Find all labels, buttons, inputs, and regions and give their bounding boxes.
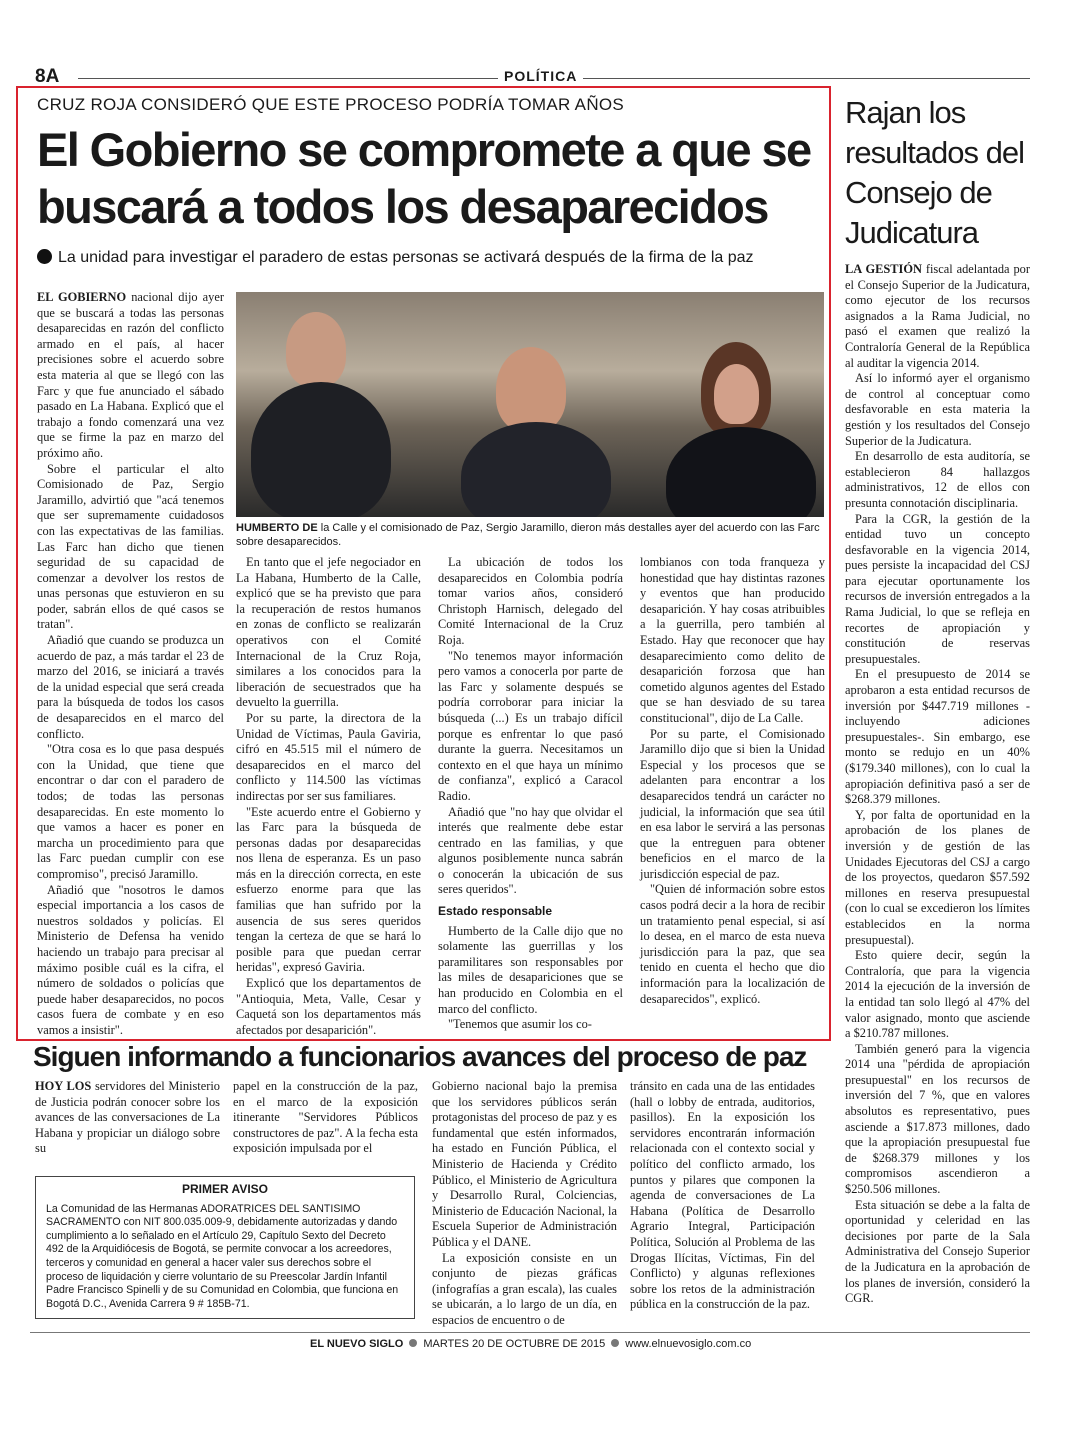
second-column-3 xyxy=(432,1079,617,1329)
footer-url[interactable]: www.elnuevosiglo.com.co xyxy=(625,1338,752,1350)
person-right-suit xyxy=(666,427,816,517)
paragraph: tránsito en cada una de las entidades (hall o lobby de entrada, auditorios, pasillos). En la exposición los servidores encontrarán información relacionada con el contexto social y político del conflicto armado, los puntos y pilares que componen la agenda de conversaciones de La Habana (Política de Desarrollo Agrario Integral, Participación Política, Solución al Problema de las Drogas Ilícitas, Víctimas, Fin del Conflicto) y algunas reflexiones sobre los retos de la administración pública en la construcción de la paz. xyxy=(630,1079,815,1312)
paragraph: Esta situación se debe a la falta de oportunidad y celeridad en las decisiones por parte de la Sala Administrativa del Consejo Superior de la Judicatura en la aprobación de los planes de inversión, consideró la CGR. xyxy=(845,1197,1030,1306)
caption-lead: HUMBERTO DE xyxy=(236,522,318,534)
paragraph: Por su parte, el Comisionado Jaramillo dijo que si bien la Unidad Especial y los procesos que se adelanten para encontrar a los desaparecidos tendrá un carácter no judicial, la información que sea útil en esa labor le servirá a las personas que la entreguen para obtener beneficios en el marco de la jurisdicción especial de paz. xyxy=(640,726,825,881)
lead-in: HOY LOS xyxy=(35,1079,92,1093)
paragraph: papel en la construcción de la paz, en el marco de la exposición itinerante "Servidores Públicos constructores de paz". A la fecha esta exposición impulsada por el xyxy=(233,1079,418,1156)
paragraph-text: fiscal adelantada por el Consejo Superior de la Judicatura, como ejecutor de los recursos asignados a la Rama Judicial, no pasó el examen que realizó la Contraloría General de la República al auditar la vigencia 2014. xyxy=(845,262,1030,370)
paragraph: "Otra cosa es lo que pasa después con la Unidad, que tiene que encontrar o dar con el paradero de todos; de todas las personas desaparecidas. En este momento lo que vamos a hacer es poner en marcha un procedimiento para que las Farc puedan cumplir con ese compromiso", precisó Jaramillo. xyxy=(37,742,224,881)
page-number: 8A xyxy=(35,66,60,87)
lead-in: EL GOBIERNO xyxy=(37,290,127,304)
lead-in: LA GESTIÓN xyxy=(845,262,922,276)
paragraph: Esto quiere decir, según la Contraloría, que para la vigencia 2014 la ejecución de la inversión de la entidad tan solo llegó al 47% del valor asignado, monto que asciende a $210.787 millones. xyxy=(845,948,1030,1041)
second-column-2 xyxy=(233,1079,418,1157)
article-column-3 xyxy=(438,555,623,1033)
paragraph: Humberto de la Calle dijo que no solamente las guerrillas y los paramilitares son responsables por las miles de desapariciones que se han producido en Colombia en el marco del conflicto. xyxy=(438,923,623,1016)
second-column-4 xyxy=(630,1079,815,1313)
second-column-1 xyxy=(35,1079,220,1157)
paragraph xyxy=(845,262,1030,371)
paragraph: Por su parte, la directora de la Unidad de Víctimas, Paula Gaviria, cifró en 45.515 mil el número de desaparecidos en el marco del conflicto y 114.500 las víctimas indirectas por ser sus familiares. xyxy=(236,710,421,803)
paragraph: "No tenemos mayor información pero vamos a conocerla por parte de las Farc y solamente después se podría corroborar para iniciar la búsqueda (...) Es un trabajo difícil porque es enfrentar lo que pasó durante la guerra. Necesitamos un contexto en el que haya un mínimo de confianza", explicó a Caracol Radio. xyxy=(438,648,623,803)
paragraph xyxy=(37,290,224,462)
caption-text: la Calle y el comisionado de Paz, Sergio Jaramillo, dieron más destalles ayer del acuerdo con las Farc sobre desaparecidos. xyxy=(236,522,820,548)
paragraph: Añadió que "no hay que olvidar el interés que realmente debe estar centrado en las familias, y que algunos posiblemente nunca sabrán o conocerán la ubicación de sus seres queridos". xyxy=(438,804,623,897)
person-center-face xyxy=(496,347,566,432)
second-headline: Siguen informando a funcionarios avances del proceso de paz xyxy=(33,1041,807,1072)
article-deck xyxy=(37,249,837,267)
sidebar-column xyxy=(845,262,1030,1307)
paragraph: Añadió que "nosotros le damos especial importancia a los casos de nuestros soldados y policías. El Ministerio de Defensa ha venido haciendo un trabajo para precisar al máximo posible cuál es la cifra, el número de soldados o policías que puede haber desaparecidos, no pocos casos fuera de combate y en eso vamos a insistir". xyxy=(37,882,224,1037)
person-center-suit xyxy=(461,422,611,517)
paragraph: En tanto que el jefe negociador en La Habana, Humberto de la Calle, explicó que se ha previsto que para la recuperación de restos humanos en zonas de conflicto se realizarán operativos con el Comité Internacional de la Cruz Roja, similares a los conocidos para la liberación de secuestrados que ha devuelto la guerrilla. xyxy=(236,555,421,710)
paragraph: "Este acuerdo entre el Gobierno y las Farc para la búsqueda de personas dadas por desaparecidas nos llena de esperanza. Es un paso más en la dirección correcta, en este esfuerzo enorme para que las familias que han sufrido por la ausencia de sus seres queridos tengan la certeza de que se hará lo posible para que puedan cerrar heridas", expresó Gaviria. xyxy=(236,804,421,975)
article-headline: El Gobierno se compromete a que se buscará a todos los desaparecidos xyxy=(37,123,811,233)
notice-title: PRIMER AVISO xyxy=(181,1182,268,1196)
legal-notice-box xyxy=(35,1176,415,1319)
paragraph: Explicó que los departamentos de "Antioquia, Meta, Valle, Cesar y Caquetá son los departamentos más afectados por desaparición". xyxy=(236,976,421,1037)
paragraph: "Tenemos que asumir los co- xyxy=(448,1017,592,1032)
paragraph: Gobierno nacional bajo la premisa que los servidores públicos serán protagonistas del proceso de paz y es fundamental que estén informados, ha estado en Función Pública, el Ministerio de Hacienda y Crédito Público, el Ministerio de Agricultura y Desarrollo Rural, Colciencias, Ministerio de Educación Nacional, la Escuela Superior de Administración Pública y el DANE. xyxy=(432,1079,617,1249)
footer-date: MARTES 20 DE OCTUBRE DE 2015 xyxy=(423,1338,606,1350)
paragraph: Así lo informó ayer el organismo de control al conceptuar como desfavorable en esta materia la gestión y los resultados del Consejo Superior de la Judicatura. xyxy=(845,371,1030,448)
footer-paper: EL NUEVO SIGLO xyxy=(310,1338,404,1350)
person-right-face xyxy=(714,364,759,424)
paragraph: Sobre el particular el alto Comisionado de Paz, Sergio Jaramillo, advirtió que "acá tenemos que ser supremamente cuidadosos con las expectativas de las familias. Las Farc han dicho que tienen seguridad de su capacidad de comenzar a devolver los restos de unas personas que estuvieron en su poder, sabrán ellos de qué casos se tratan". xyxy=(37,461,224,632)
paragraph: Añadió que cuando se produzca un acuerdo de paz, a más tardar el 23 de marzo del 2016, se iniciará a través de la unidad especial que será creada para la búsqueda de todos los casos de desaparecidos en el marco del conflicto. xyxy=(37,633,224,741)
bullet-icon xyxy=(37,249,52,264)
paragraph xyxy=(35,1079,220,1157)
dot-icon xyxy=(409,1339,417,1347)
dot-icon xyxy=(611,1339,619,1347)
paragraph: Para la CGR, la gestión de la entidad tuvo un concepto desfavorable en la vigencia 2014, pues persiste la incapacidad del CSJ para ejecutar oportunamente los recursos de inversión entregados a la Rama Judicial, lo que se refleja en recortes de apropiación y constitución de reservas presupuestales. xyxy=(845,511,1030,666)
paragraph-text: servidores del Ministerio de Justicia podrán conocer sobre los avances de las conversaciones de La Habana y propiciar un diálogo sobre su xyxy=(35,1079,220,1156)
article-column-1 xyxy=(37,290,224,1039)
photo-caption xyxy=(236,521,824,549)
section-label: POLÍTICA xyxy=(498,68,583,84)
subheading: Estado responsable xyxy=(438,904,553,919)
footer-rule xyxy=(30,1332,1030,1333)
sidebar-headline: Rajan los resultados del Consejo de Judicatura xyxy=(845,95,1025,250)
paragraph: La ubicación de todos los desaparecidos en Colombia podría tomar varios años, consideró Christoph Harnisch, delegado del Comité Internacional de la Cruz Roja. xyxy=(438,555,623,647)
person-left-suit xyxy=(251,382,391,517)
paragraph-text: nacional dijo ayer que se buscará a todas las personas desaparecidas en razón del conflicto armado en el país, al hacer precisiones sobre el acuerdo sobre esta materia al que se llegó con las Farc y que fue anunciado el sábado pasado en La Habana. Explicó que el trabajo a fondo comenzará una vez que se firme la paz en marzo del próximo año. xyxy=(37,290,225,460)
page-footer xyxy=(310,1338,751,1350)
article-kicker: CRUZ ROJA CONSIDERÓ QUE ESTE PROCESO PODRÍA TOMAR AÑOS xyxy=(37,95,625,114)
paragraph: La exposición consiste en un conjunto de piezas gráficas (infografías a gran escala), las cuales se ubicarán, a lo largo de un día, en espacios de encuentro o de xyxy=(432,1250,617,1327)
paragraph: En desarrollo de esta auditoría, se establecieron 84 hallazgos administrativos, 12 de ellos con presunta connotación disciplinaria. xyxy=(845,449,1030,510)
article-column-4 xyxy=(640,555,825,1007)
article-column-2 xyxy=(236,555,421,1038)
paragraph: "Quien dé información sobre estos casos podrá decir a la hora de recibir un tratamiento penal especial, si así lo desea, en el marco de esta nueva jurisdicción para la paz, que sea tenido en cuenta el hecho que dio información para la localización de desaparecidos", explicó. xyxy=(640,882,825,1006)
paragraph: lombianos con toda franqueza y honestidad que hay distintas razones y eventos que han producido desaparición. Y hay cosas atribuibles a la guerrilla, pero también al Estado. Hay que reconocer que hay desaparecimiento como delito de desaparición forzosa que han cometido algunos agentes del Estado que se han desviado de su tarea constitucional", dijo de La Calle. xyxy=(640,555,825,725)
news-photo xyxy=(236,292,824,517)
paragraph: También generó para la vigencia 2014 una "pérdida de apropiación presupuestal" en los recursos de inversión del 7 %, que en valores absolutos es representativo, pues asciende a $17.873 millones, dado que la apropiación presupuestal fue de $268.379 millones y los compromisos ascendieron a $250.506 millones. xyxy=(845,1041,1030,1197)
paragraph: En el presupuesto de 2014 se aprobaron a esta entidad recursos de inversión por $447.719 millones -incluyendo adiciones presupuestales-. Sin embargo, ese monto se redujo en un 40% ($179.340 millones), con lo cual la apropiación definitiva pasó a ser de $268.379 millones. xyxy=(845,667,1030,807)
notice-body: La Comunidad de las Hermanas ADORATRICES DEL SANTISIMO SACRAMENTO con NIT 800.035.009-9, debidamente autorizadas y dando cumplimiento a lo señalado en el Artículo 29, Capítulo Sexto del Decreto 492 de la Arquidiócesis de Bogotá, se permite convocar a los acreedores, terceros y comunidad en general a hacer valer sus derechos sobre el proceso de liquidación y cierre voluntario de su Preescolar Jardín Infantil Padre Francisco Spinelli y de su Comunidad en Colombia, que funciona en Bogotá D.C., Avenida Carrera 9 # 185B-71. xyxy=(46,1202,399,1310)
deck-text: La unidad para investigar el paradero de estas personas se activará después de la firma de la paz xyxy=(58,249,754,266)
person-left-face xyxy=(286,312,346,387)
paragraph: Y, por falta de oportunidad en la aprobación de los planes de inversión y de gestión de las Unidades Ejecutoras del CSJ a cargo de los proyectos, quedaron $57.592 millones en reserva presupuestal (con lo cual se excedieron los límites establecidos en la norma presupuestal). xyxy=(845,807,1030,947)
